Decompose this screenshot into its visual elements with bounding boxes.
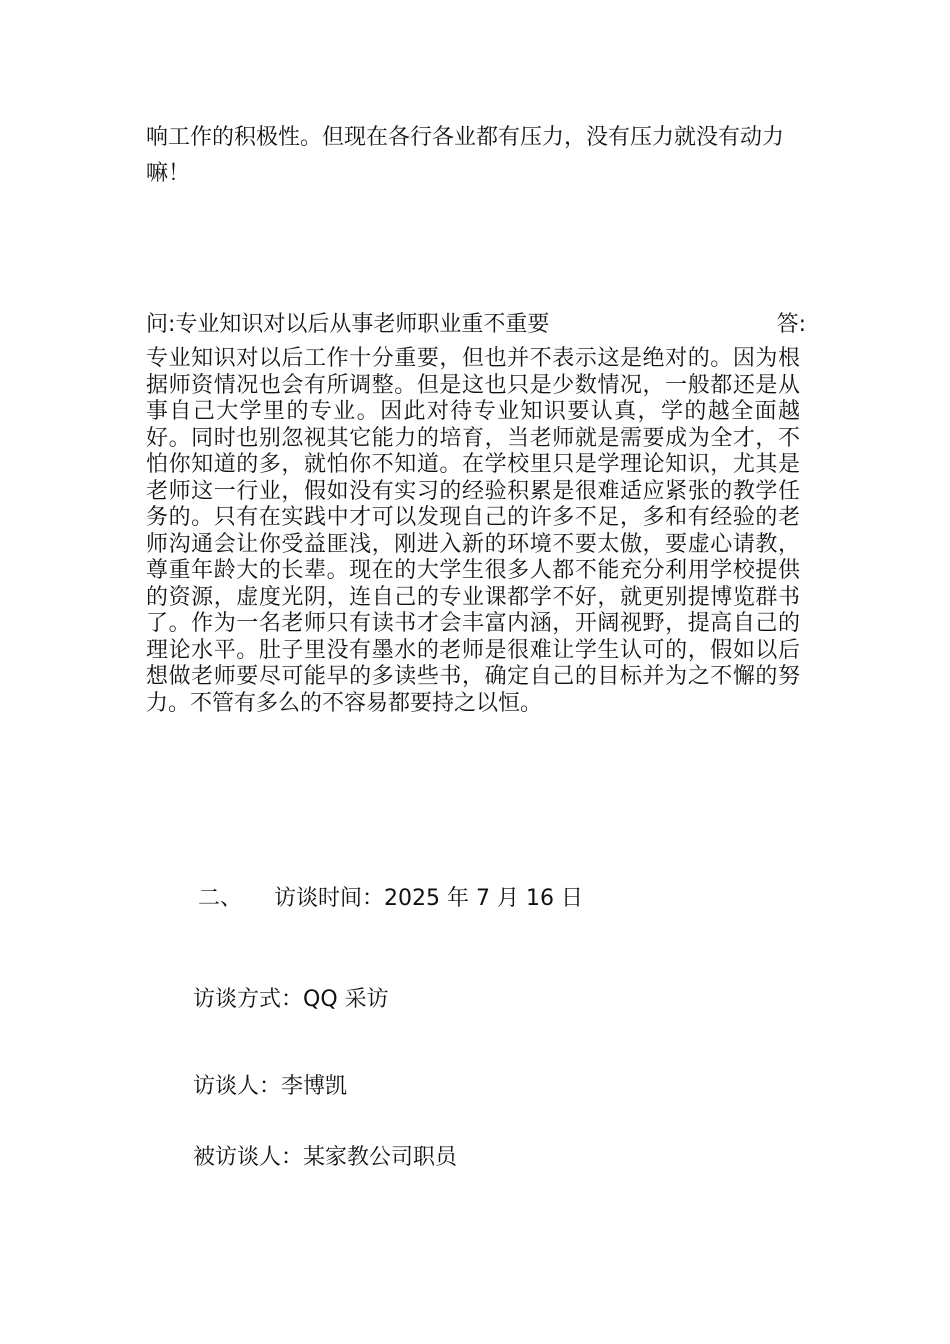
answer-paragraph: 专业知识对以后工作十分重要，但也并不表示这是绝对的。因为根据师资情况也会有所调整。但是这也只是少数情况，一般都还是从事自己大学里的专业。因此对待专业知识要认真，学的越全面越好。同时也别忽视其它能力的培育，当老师就是需要成为全才，不怕你知道的多，就怕你不知道。在学校里只是学理论知识，尤其是老师这一行业，假如没有实习的经验积累是很难适应紧张的教学任务的。只有在实践中才可以发现自己的许多不足，多和有经验的老师沟通会让你受益匪浅，刚进入新的环境不要太傲，要虚心请教，尊重年龄大的长辈。现在的大学生很多人都不能充分利用学校提供的资源，虚度光阴，连自己的专业课都学不好，就更别提博览群书了。作为一名老师只有读书才会丰富内涵，开阔视野，提高自己的理论水平。肚子里没有墨水的老师是很难让学生认可的，假如以后想做老师要尽可能早的多读些书，确定自己的目标并为之不懈的努力。不管有多么的不容易都要持之以恒。 <box>146 346 800 716</box>
interviewee: 被访谈人：某家教公司职员 <box>193 1145 458 1170</box>
section-two-heading <box>198 884 583 914</box>
intro-paragraph: 响工作的积极性。但现在各行各业都有压力，没有压力就没有动力嘛！ <box>146 125 785 186</box>
interviewer: 访谈人：李博凯 <box>193 1074 348 1099</box>
question-line <box>146 310 806 340</box>
answer-label: 答: <box>776 312 806 337</box>
interview-method: 访谈方式：QQ 采访 <box>193 987 389 1012</box>
section-number: 二、 <box>198 886 243 911</box>
interview-time: 访谈时间：2025 年 7 月 16 日 <box>274 886 583 911</box>
question-text: 问:专业知识对以后从事老师职业重不重要 <box>146 312 550 337</box>
